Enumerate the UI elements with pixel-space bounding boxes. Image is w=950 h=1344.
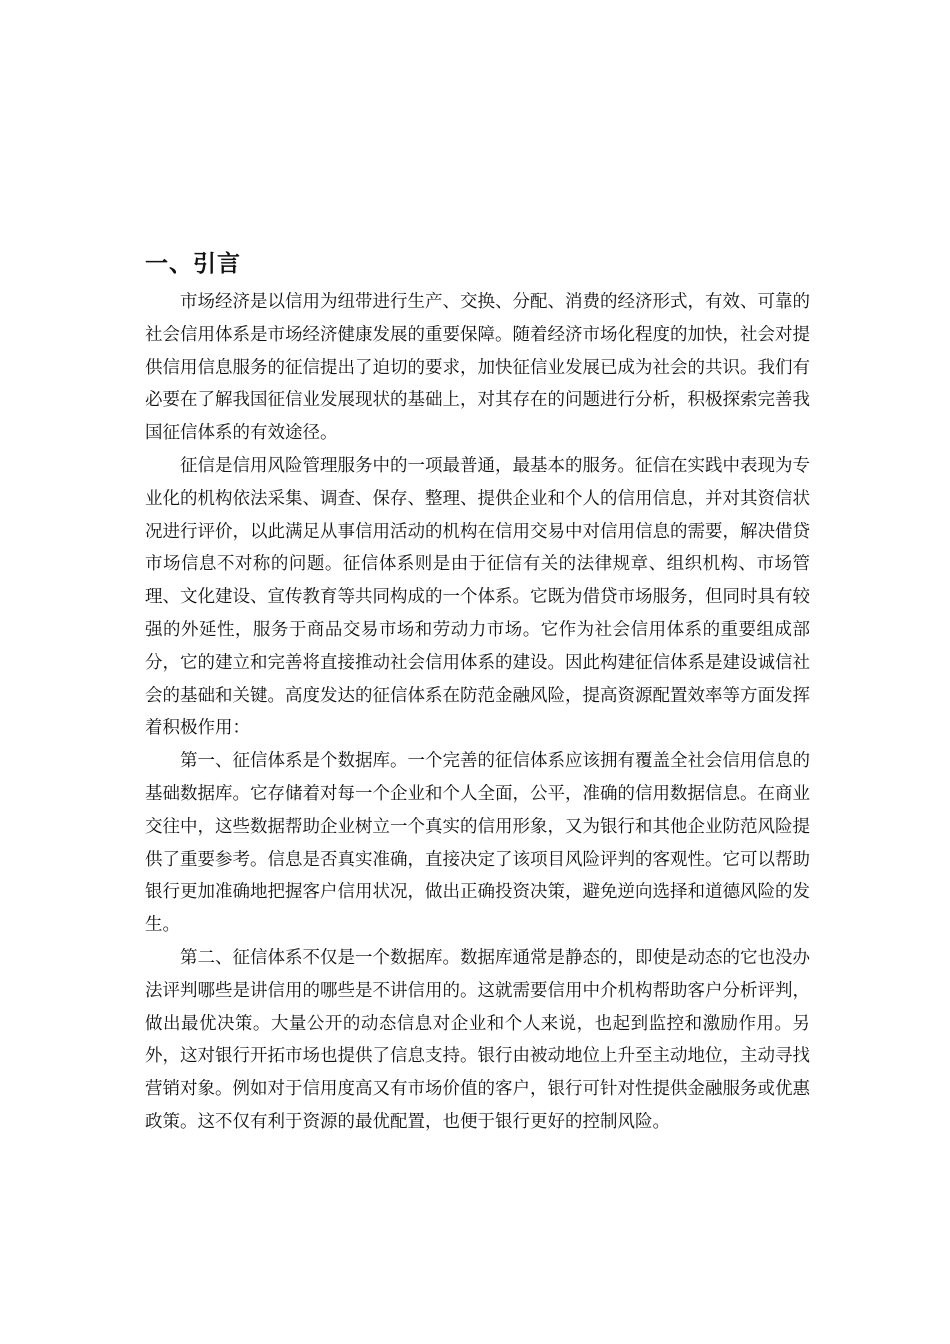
paragraph-point-one: 第一、征信体系是个数据库。一个完善的征信体系应该拥有覆盖全社会信用信息的基础数据库。它存储着对每一个企业和个人全面，公平，准确的信用数据信息。在商业交往中，这些数据帮助企业树立一个真实的信用形象，又为银行和其他企业防范风险提供了重要参考。信息是否真实准确，直接决定了该项目风险评判的客观性。它可以帮助银行更加准确地把握客户信用状况，做出正确投资决策，避免逆向选择和道德风险的发生。 xyxy=(145,751,810,936)
section-title: 一、引言 xyxy=(145,251,241,277)
paragraph-point-two: 第二、征信体系不仅是一个数据库。数据库通常是静态的，即使是动态的它也没办法评判哪些是讲信用的哪些是不讲信用的。这就需要信用中介机构帮助客户分析评判，做出最优决策。大量公开的动态信息对企业和个人来说，也起到监控和激励作用。另外，这对银行开拓市场也提供了信息支持。银行由被动地位上升至主动地位，主动寻找营销对象。例如对于信用度高又有市场价值的客户，银行可针对性提供金融服务或优惠政策。这不仅有利于资源的最优配置，也便于银行更好的控制风险。 xyxy=(145,947,810,1132)
paragraph-intro: 市场经济是以信用为纽带进行生产、交换、分配、消费的经济形式，有效、可靠的社会信用体系是市场经济健康发展的重要保障。随着经济市场化程度的加快，社会对提供信用信息服务的征信提出了迫切的要求，加快征信业发展已成为社会的共识。我们有必要在了解我国征信业发展现状的基础上，对其存在的问题进行分析，积极探索完善我国征信体系的有效途径。 xyxy=(145,292,810,444)
paragraph-credit-definition: 征信是信用风险管理服务中的一项最普通，最基本的服务。征信在实践中表现为专业化的机构依法采集、调查、保存、整理、提供企业和个人的信用信息，并对其资信状况进行评价，以此满足从事信用活动的机构在信用交易中对信用信息的需要，解决借贷市场信息不对称的问题。征信体系则是由于征信有关的法律规章、组织机构、市场管理、文化建设、宣传教育等共同构成的一个体系。它既为借贷市场服务，但同时具有较强的外延性，服务于商品交易市场和劳动力市场。它作为社会信用体系的重要组成部分，它的建立和完善将直接推动社会信用体系的建设。因此构建征信体系是建设诚信社会的基础和关键。高度发达的征信体系在防范金融风险，提高资源配置效率等方面发挥着积极作用： xyxy=(145,455,810,739)
document-body xyxy=(145,248,810,1139)
